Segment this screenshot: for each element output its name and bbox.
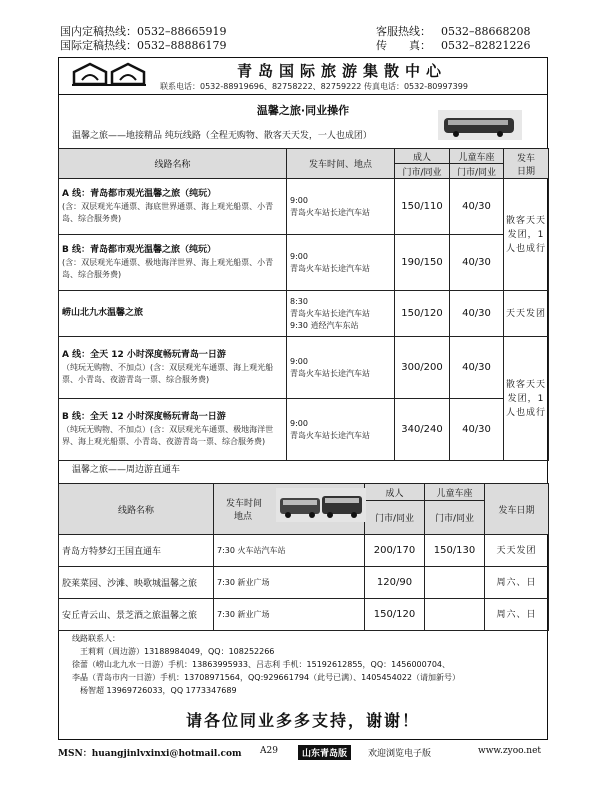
company-logo <box>70 60 148 86</box>
adult-price: 300/200 <box>395 337 450 399</box>
table-row <box>59 567 549 599</box>
header-departure-line2: 地点 <box>234 512 253 522</box>
child-price: 40/30 <box>450 399 504 461</box>
header-route-name: 线路名称 <box>59 484 214 535</box>
header-schedule-line2: 日期 <box>516 166 535 177</box>
adult-price: 150/110 <box>395 179 450 235</box>
company-contact-line: 联系电话：0532-88919696、82758222、82759222 传真电话：0532-80997399 <box>160 82 468 91</box>
header-divider <box>58 94 548 95</box>
child-price: 40/30 <box>450 235 504 291</box>
header-child: 儿童车座 <box>425 484 485 501</box>
header-child-door-agency: 门市/同业 <box>425 501 485 535</box>
child-price: 40/30 <box>450 179 504 235</box>
header-route-name: 线路名称 <box>59 149 287 179</box>
table-row <box>59 399 549 461</box>
departure-place: 青岛火车站长途汽车站 <box>290 308 370 318</box>
route-name: 崂山北九水温馨之旅 <box>62 308 144 318</box>
table-row <box>59 599 549 631</box>
route-name: 胶莱菜园、沙滩、映歌城温馨之旅 <box>59 567 214 599</box>
table-row <box>59 535 549 567</box>
footer-msn <box>58 746 241 759</box>
schedule-cell: 散客天天发团，1人也成行 <box>504 337 549 461</box>
contact-line: 杨智超 13969726033，QQ 1773347689 <box>80 686 237 695</box>
departure: 7:30 火车站汽车站 <box>214 535 365 567</box>
section2-title: 温馨之旅——周边游直通车 <box>72 465 181 475</box>
company-name: 青岛国际旅游集散中心 <box>236 62 447 80</box>
header-adult-door-agency: 门市/同业 <box>395 164 450 179</box>
domestic-hotline-label: 国内定稿热线： <box>60 25 137 38</box>
table-row <box>59 235 549 291</box>
intl-hotline-number: 0532–88886179 <box>137 39 227 52</box>
footer-welcome: 欢迎浏览电子版 <box>368 749 432 759</box>
service-hotline-label: 客服热线： <box>376 25 431 38</box>
closing-slogan: 请各位同业多多支持，谢谢！ <box>185 711 420 730</box>
section1-description: 温馨之旅——地接精品 纯玩线路（全程无购物、散客天天发，一人也成团） <box>72 131 372 141</box>
footer-msn-email: huangjinlvxinxi@hotmail.com <box>91 749 242 759</box>
table-row <box>59 291 549 337</box>
departure-time: 8:30 <box>290 296 308 306</box>
route-includes: （纯玩无购物、不加点）(含：双层观光车通票、海上观光船票、小青岛、夜游青岛一票、综合服务费) <box>62 363 274 384</box>
schedule-cell: 天天发团 <box>504 291 549 337</box>
adult-price: 340/240 <box>395 399 450 461</box>
page-footer <box>58 746 548 760</box>
fax-label <box>376 39 441 53</box>
schedule-cell: 周六、日 <box>485 599 549 631</box>
adult-price: 150/120 <box>365 599 425 631</box>
route-includes: (含：双层观光车通票、极地海洋世界、海上观光船票、小青岛、综合服务费) <box>62 258 274 279</box>
child-price: 40/30 <box>450 291 504 337</box>
service-fax-hotlines <box>376 25 530 53</box>
child-price <box>425 599 485 631</box>
header-adult: 成人 <box>395 149 450 164</box>
adult-price: 200/170 <box>365 535 425 567</box>
child-price: 40/30 <box>450 337 504 399</box>
departure-place: 青岛火车站长途汽车站 <box>290 368 370 378</box>
tour-bus-image <box>438 110 522 140</box>
departure-time: 9:00 <box>290 251 308 261</box>
route-name: A 线：全天 12 小时深度畅玩青岛一日游 <box>62 350 226 360</box>
footer-msn-label: MSN： <box>58 749 92 759</box>
departure-time: 9:00 <box>290 356 308 366</box>
service-hotline-number: 0532–88668208 <box>441 25 531 38</box>
header-adult-door-agency: 门市/同业 <box>365 501 425 535</box>
table-row <box>59 337 549 399</box>
header-child-door-agency: 门市/同业 <box>450 164 504 179</box>
header-adult: 成人 <box>365 484 425 501</box>
route-includes: （纯玩无购物、不加点）(含：双层观光车通票、极地海洋世界、海上观光船票、小青岛、夜游青岛一票、综合服务费) <box>62 425 274 446</box>
domestic-hotline-number: 0532–88665919 <box>137 25 227 38</box>
adult-price: 150/120 <box>395 291 450 337</box>
contacts-block <box>72 632 460 697</box>
departure-time-2: 9:30 逍经汽车东站 <box>290 320 359 330</box>
fax-label-part2: 真： <box>409 39 431 52</box>
schedule-cell: 天天发团 <box>485 535 549 567</box>
section1-title: 温馨之旅·同业操作 <box>256 104 350 117</box>
header-schedule <box>504 149 549 179</box>
route-name: 青岛方特梦幻王国直通车 <box>59 535 214 567</box>
header-schedule: 发车日期 <box>485 484 549 535</box>
contact-line: 徐蕾（崂山北九水一日游）手机：13863995933、吕志利 手机：15192612855，QQ：1456000704、 <box>72 660 451 669</box>
route-name: 安丘青云山、景芝酒之旅温馨之旅 <box>59 599 214 631</box>
header-departure: 发车时间、地点 <box>287 149 395 179</box>
intl-hotline-label: 国际定稿热线： <box>60 39 137 52</box>
child-price: 150/130 <box>425 535 485 567</box>
section1-route-table <box>58 148 549 461</box>
edition-badge: 山东青岛版 <box>298 745 351 760</box>
route-name: A 线：青岛都市观光温馨之旅（纯玩） <box>62 189 217 199</box>
route-name: B 线：青岛都市观光温馨之旅（纯玩） <box>62 245 216 255</box>
departure: 7:30 新业广场 <box>214 567 365 599</box>
header-child: 儿童车座 <box>450 149 504 164</box>
adult-price: 190/150 <box>395 235 450 291</box>
departure-time: 9:00 <box>290 418 308 428</box>
departure-place: 青岛火车站长途汽车站 <box>290 263 370 273</box>
departure-place: 青岛火车站长途汽车站 <box>290 207 370 217</box>
coach-bus-image <box>276 488 366 522</box>
contacts-title: 线路联系人： <box>72 634 120 643</box>
route-name: B 线：全天 12 小时深度畅玩青岛一日游 <box>62 412 226 422</box>
fax-number: 0532–82821226 <box>441 39 531 52</box>
departure-place: 青岛火车站长途汽车站 <box>290 430 370 440</box>
header-departure-line1: 发车时间 <box>226 499 263 509</box>
fax-label-part1: 传 <box>376 39 387 52</box>
table-row <box>59 179 549 235</box>
child-price <box>425 567 485 599</box>
departure: 7:30 新业广场 <box>214 599 365 631</box>
domestic-intl-hotlines <box>60 25 226 53</box>
schedule-cell: 散客天天发团，1人也成行 <box>504 179 549 291</box>
footer-website: www.zyoo.net <box>478 746 542 756</box>
header-schedule-line1: 发车 <box>516 153 535 164</box>
departure-time: 9:00 <box>290 195 308 205</box>
contact-line: 王莉莉（周边游）13188984049，QQ：108252266 <box>80 647 275 656</box>
route-includes: (含：双层观光车通票、海底世界通票、海上观光船票、小青岛、综合服务费) <box>62 202 274 223</box>
contact-line: 李晶（青岛市内一日游）手机：13708971564，QQ:929661794（此号已满）、1405454022（请加新号） <box>72 673 460 682</box>
adult-price: 120/90 <box>365 567 425 599</box>
schedule-cell: 周六、日 <box>485 567 549 599</box>
page-number: A29 <box>260 746 278 756</box>
